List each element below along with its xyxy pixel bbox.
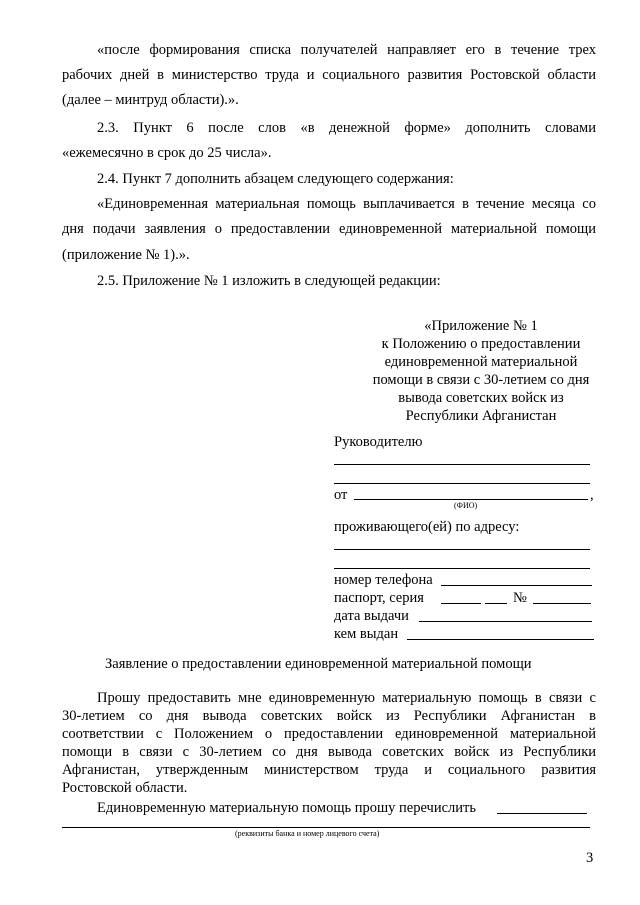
- bank-caption: (реквизиты банка и номер лицевого счета): [235, 829, 380, 838]
- to-line-1: [334, 464, 590, 465]
- phone-line: [441, 585, 592, 586]
- issue-date-line: [419, 621, 592, 622]
- p23-line-2: «ежемесячно в срок до 25 числа».: [62, 145, 272, 161]
- fio-caption: (ФИО): [454, 501, 478, 510]
- address-line-1: [334, 549, 590, 550]
- bank-details-line: [62, 827, 590, 828]
- statement-line-1: Прошу предоставить мне единовременную материальную помощь в связи с: [97, 690, 596, 706]
- intro-line-3: (далее – минтруд области).».: [62, 92, 239, 108]
- statement-line-6: Ростовской области.: [62, 780, 188, 796]
- statement-line-3: соответствии с Положением о предоставлении единовременной материальной: [62, 726, 596, 742]
- issued-by-line: [407, 639, 594, 640]
- to-line-2: [334, 483, 590, 484]
- statement-line-2: 30-летием со дня вывода советских войск из Республики Афганистан в: [62, 708, 596, 724]
- page-number: 3: [586, 850, 594, 866]
- p24-line-4: (приложение № 1).».: [62, 247, 190, 263]
- intro-line-2: рабочих дней в министерство труда и социального развития Ростовской области: [62, 67, 596, 83]
- appendix-line-4: помощи в связи с 30-летием со дня: [372, 372, 590, 388]
- intro-text-1b: трех: [568, 42, 596, 58]
- form-passport-label: паспорт, серия: [334, 590, 424, 606]
- form-from-label: от: [334, 487, 348, 503]
- appendix-line-1: «Приложение № 1: [424, 318, 538, 334]
- statement-line-4: помощи в связи с 30-летием со дня вывода советских войск из Республики: [62, 744, 596, 760]
- appendix-line-5: вывода советских войск из: [398, 390, 564, 406]
- form-number-sign: №: [513, 590, 527, 606]
- statement-transfer: Единовременную материальную помощь прошу перечислить: [97, 800, 476, 816]
- form-phone-label: номер телефона: [334, 572, 433, 588]
- passport-number-line: [533, 603, 591, 604]
- p24-line-3: дня подачи заявления о предоставлении единовременной материальной помощи: [62, 221, 596, 237]
- statement-title: Заявление о предоставлении единовременной материальной помощи: [105, 656, 532, 672]
- intro-text-1a: «после формирования списка получателей направляет его в течение: [97, 42, 560, 58]
- address-line-2: [334, 568, 590, 569]
- form-address-label: проживающего(ей) по адресу:: [334, 519, 520, 535]
- appendix-line-6: Республики Афганистан: [405, 408, 557, 424]
- form-from-row: [334, 486, 347, 504]
- intro-line-1: [97, 41, 596, 59]
- statement-line-5: Афганистан, утвержденным министерством труда и социального развития: [62, 762, 596, 778]
- p23-line-1: 2.3. Пункт 6 после слов «в денежной форме» дополнить словами: [97, 120, 596, 136]
- form-issue-date-label: дата выдачи: [334, 608, 409, 624]
- form-issued-by-label: кем выдан: [334, 626, 399, 642]
- appendix-line-3: единовременной материальной: [384, 354, 578, 370]
- passport-series-line-2: [485, 603, 507, 604]
- p24-line-1: 2.4. Пункт 7 дополнить абзацем следующего содержания:: [97, 171, 454, 187]
- passport-series-line-1: [441, 603, 481, 604]
- p24-line-2: «Единовременная материальная помощь выплачивается в течение месяца со: [97, 196, 596, 212]
- form-to-label: Руководителю: [334, 434, 423, 450]
- form-from-comma: ,: [590, 487, 594, 503]
- transfer-line-short: [497, 813, 587, 814]
- p25-line-1: 2.5. Приложение № 1 изложить в следующей редакции:: [97, 273, 441, 289]
- from-fio-line: [354, 499, 588, 500]
- appendix-line-2: к Положению о предоставлении: [381, 336, 581, 352]
